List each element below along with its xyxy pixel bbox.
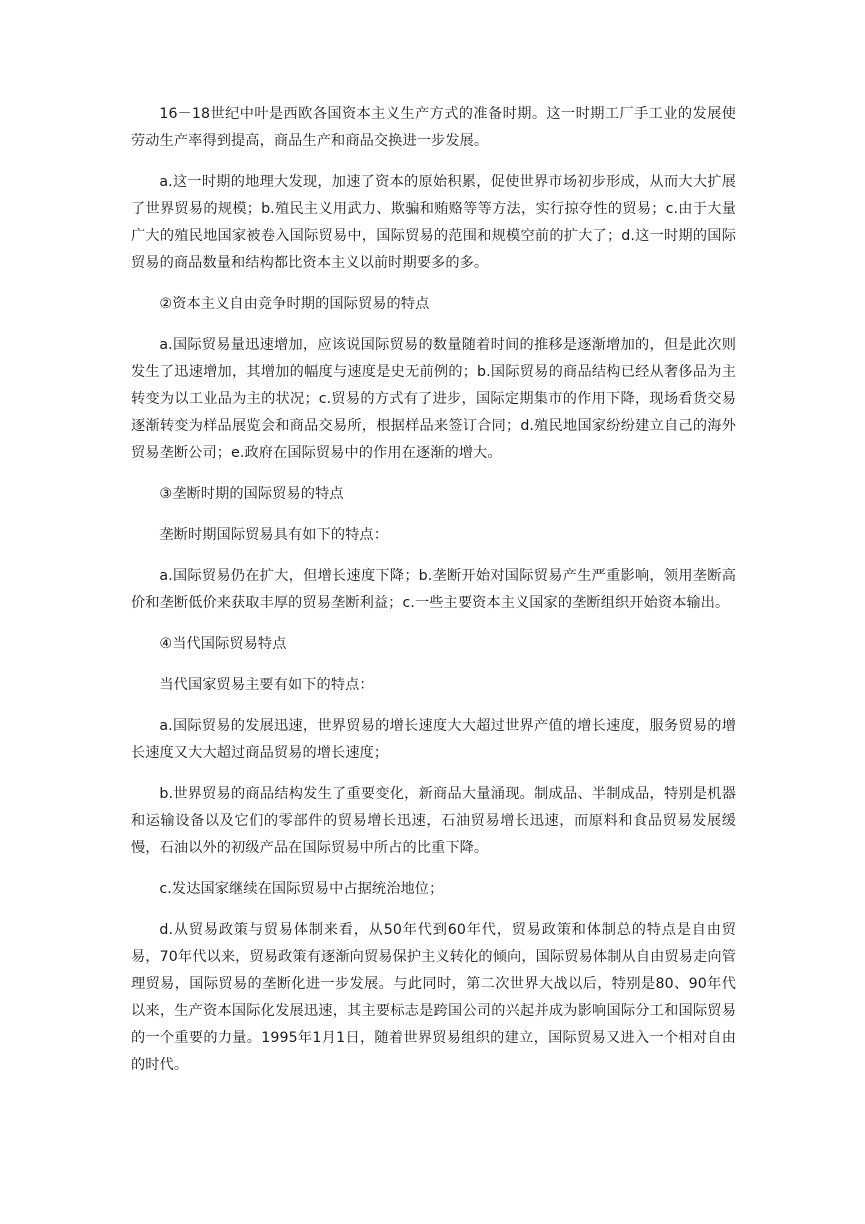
- paragraph-contemporary-c: c.发达国家继续在国际贸易中占据统治地位；: [159, 881, 444, 897]
- paragraph-monopoly-features: a.国际贸易仍在扩大，但增长速度下降；b.垄断开始对国际贸易产生严重影响，领用垄断高价和垄断低价来获取丰厚的贸易垄断利益；c.一些主要资本主义国家的垄断组织开始资本输出。: [131, 568, 736, 611]
- paragraph-free-competition-features: a.国际贸易量迅速增加，应该说国际贸易的数量随着时间的推移是逐渐增加的，但是此次则发生了迅速增加，其增加的幅度与速度是史无前例的；b.国际贸易的商品结构已经从奢侈品为主转变为以工业品为主的状况；c.贸易的方式有了进步，国际定期集市的作用下降，现场看货交易逐渐转变为样品展览会和商品交易所，根据样品来签订合同；d.殖民地国家纷纷建立自己的海外贸易垄断公司；e.政府在国际贸易中的作用在逐渐的增大。: [131, 337, 736, 461]
- paragraph-monopoly-intro: 垄断时期国际贸易具有如下的特点：: [159, 527, 388, 543]
- section-heading-monopoly: ③垄断时期的国际贸易的特点: [159, 486, 344, 502]
- paragraph-contemporary-d: d.从贸易政策与贸易体制来看，从50年代到60年代，贸易政策和体制总的特点是自由贸易，70年代以来，贸易政策有逐渐向贸易保护主义转化的倾向，国际贸易体制从自由贸易走向管理贸易，国际贸易的垄断化进一步发展。与此同时，第二次世界大战以后，特别是80、90年代以来，生产资本国际化发展迅速，其主要标志是跨国公司的兴起并成为影响国际分工和国际贸易的一个重要的力量。1995年1月1日，随着世界贸易组织的建立，国际贸易又进入一个相对自由的时代。: [131, 922, 736, 1073]
- document-body: [131, 101, 736, 1093]
- section-heading-free-competition: ②资本主义自由竞争时期的国际贸易的特点: [159, 296, 430, 312]
- paragraph-contemporary-a: a.国际贸易的发展迅速，世界贸易的增长速度大大超过世界产值的增长速度，服务贸易的增长速度又大大超过商品贸易的增长速度；: [131, 718, 736, 761]
- paragraph-early-features: a.这一时期的地理大发现，加速了资本的原始积累，促使世界市场初步形成，从而大大扩展了世界贸易的规模；b.殖民主义用武力、欺骗和贿赂等等方法，实行掠夺性的贸易；c.由于大量广大的殖民地国家被卷入国际贸易中，国际贸易的范围和规模空前的扩大了；d.这一时期的国际贸易的商品数量和结构都比资本主义以前时期要多的多。: [131, 174, 736, 271]
- paragraph-contemporary-b: b.世界贸易的商品结构发生了重要变化，新商品大量涌现。制成品、半制成品，特别是机器和运输设备以及它们的零部件的贸易增长迅速，石油贸易增长迅速，而原料和食品贸易发展缓慢，石油以外的初级产品在国际贸易中所占的比重下降。: [131, 786, 736, 856]
- paragraph-contemporary-intro: 当代国家贸易主要有如下的特点：: [159, 677, 374, 693]
- section-heading-contemporary: ④当代国际贸易特点: [159, 636, 287, 652]
- paragraph-intro: 16－18世纪中叶是西欧各国资本主义生产方式的准备时期。这一时期工厂手工业的发展使劳动生产率得到提高，商品生产和商品交换进一步发展。: [131, 106, 736, 149]
